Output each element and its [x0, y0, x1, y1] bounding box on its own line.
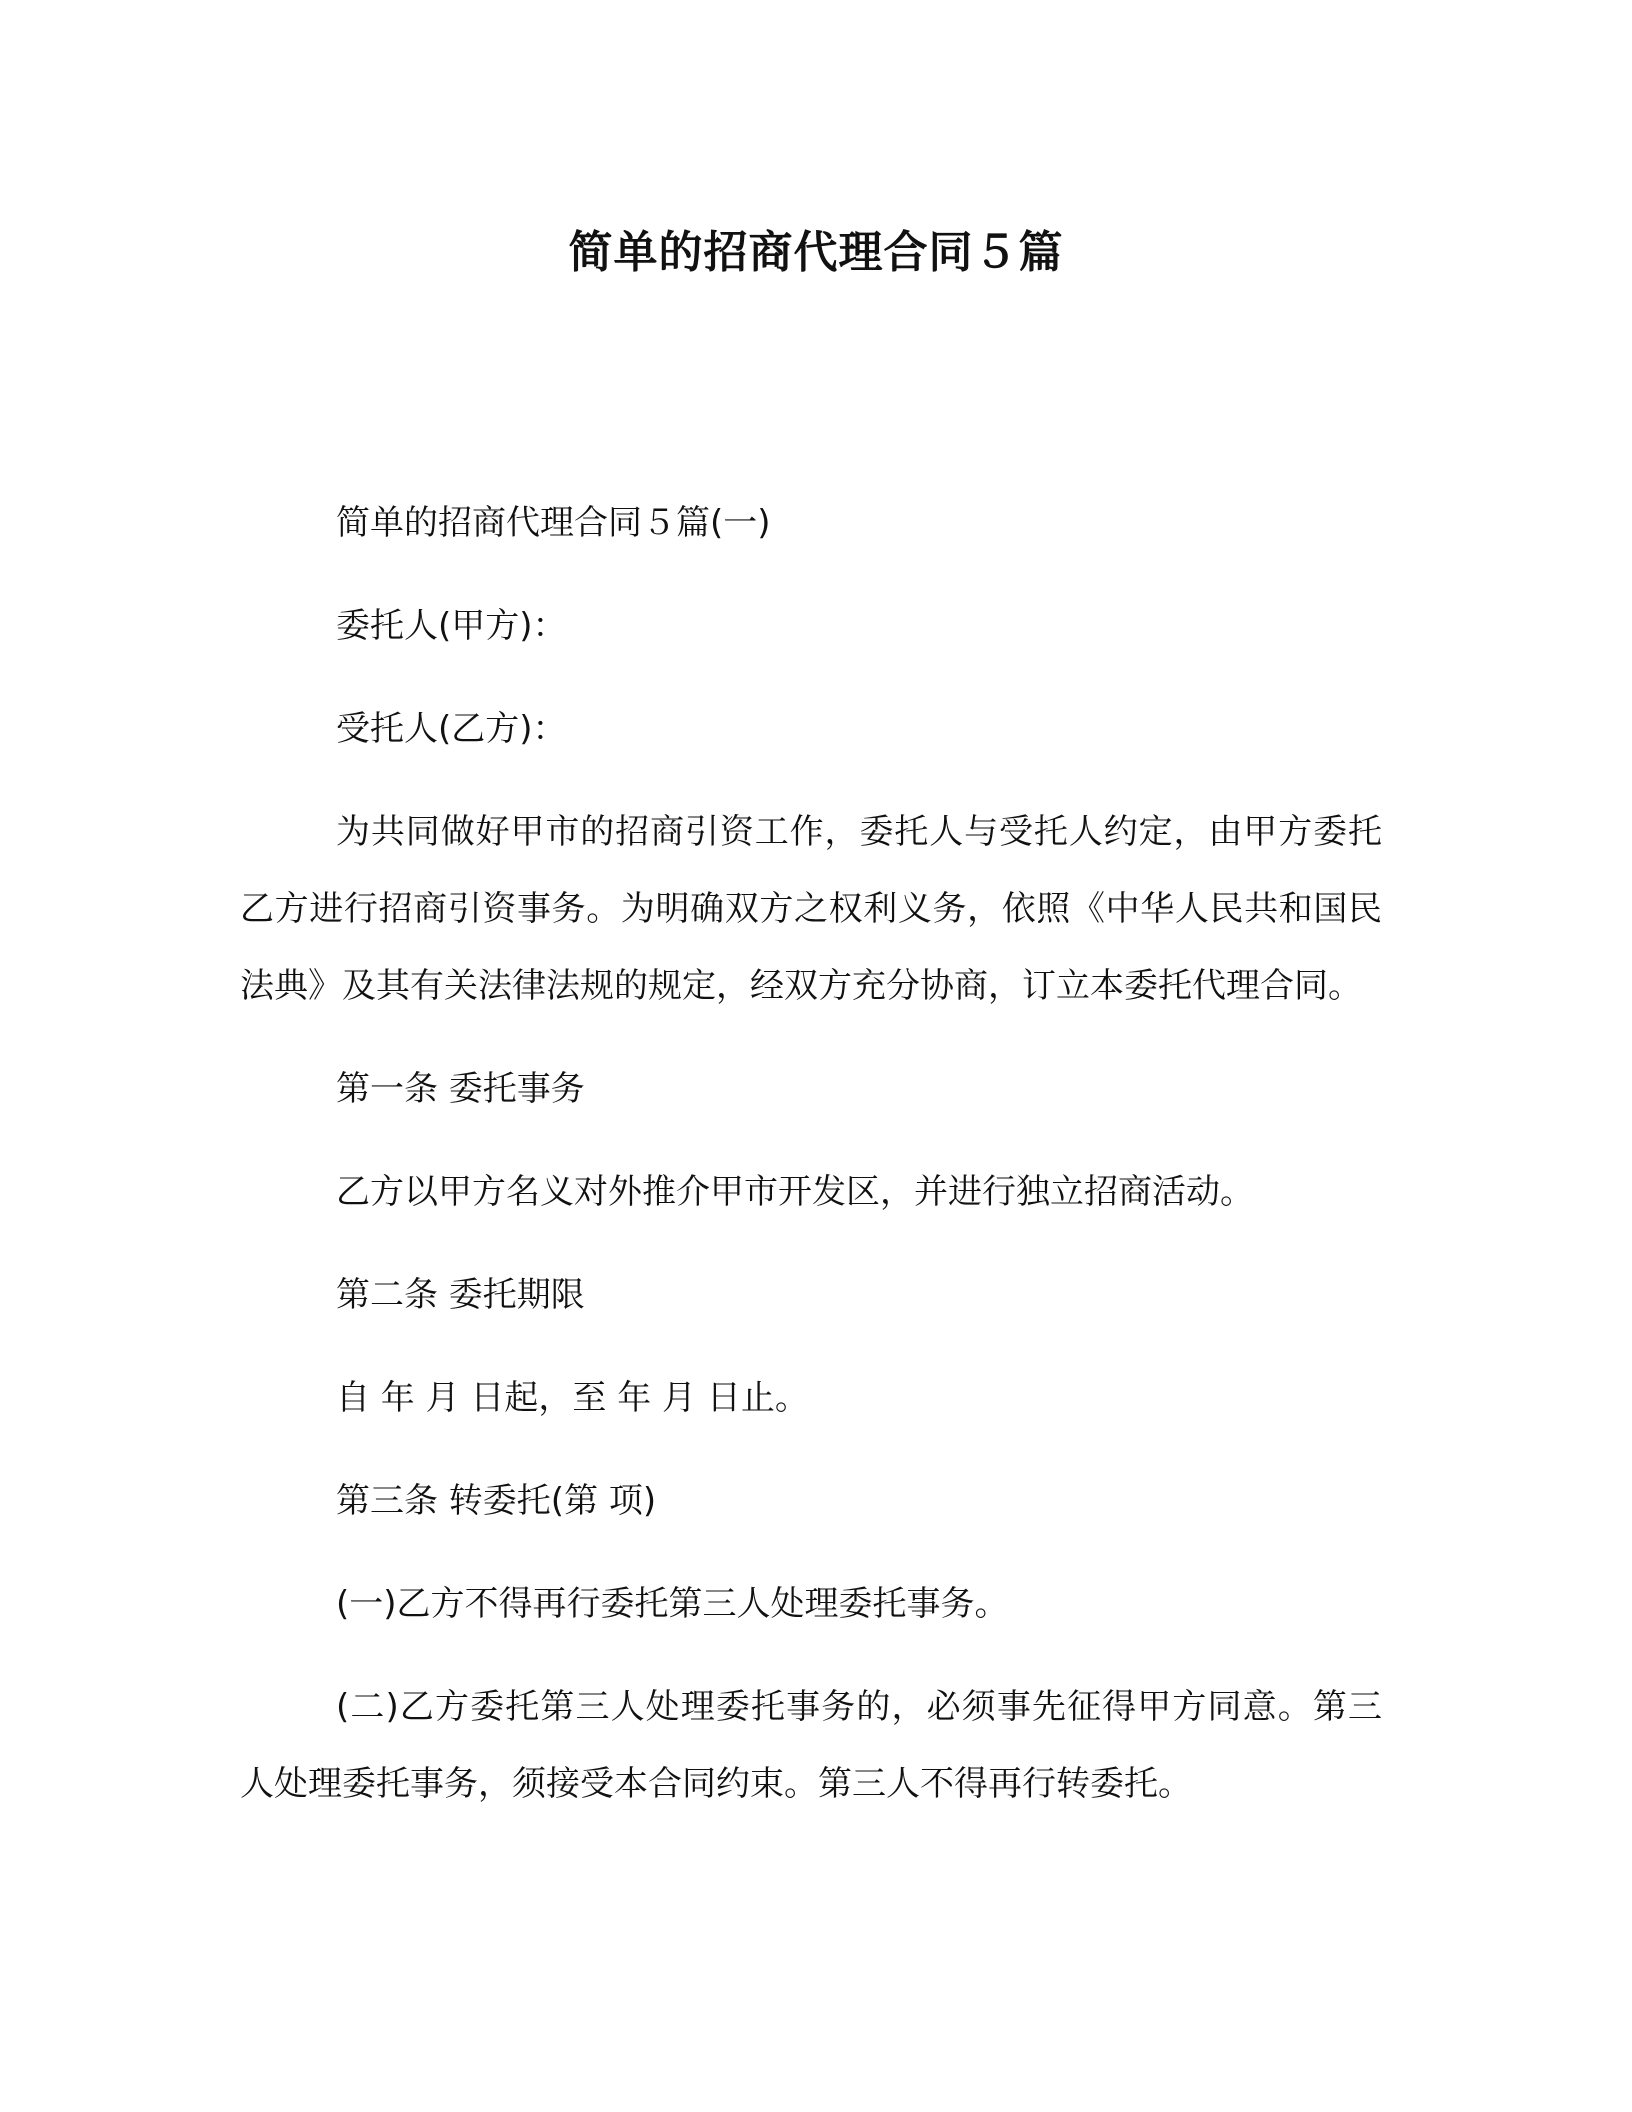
document-title: 简单的招商代理合同５篇	[568, 227, 1064, 278]
article-1-heading: 第一条 委托事务	[336, 1069, 585, 1109]
article-2-text: 自 年 月 日起，至 年 月 日止。	[336, 1378, 809, 1418]
article-2-heading: 第二条 委托期限	[336, 1275, 585, 1315]
article-3-heading: 第三条 转委托(第 项)	[336, 1481, 657, 1521]
party-a-line: 委托人(甲方)：	[336, 606, 567, 646]
party-b-line: 受托人(乙方)：	[336, 709, 567, 749]
section-heading: 简单的招商代理合同５篇(一)	[336, 503, 771, 543]
article-3-item-1: (一)乙方不得再行委托第三人处理委托事务。	[336, 1584, 1009, 1624]
article-1-text: 乙方以甲方名义对外推介甲市开发区，并进行独立招商活动。	[336, 1172, 1254, 1212]
article-3-item-2: (二)乙方委托第三人处理委托事务的，必须事先征得甲方同意。第三人处理委托事务，须接受本合同约束。第三人不得再行转委托。	[240, 1687, 1382, 1804]
document-body	[240, 485, 1382, 1849]
preamble-paragraph: 为共同做好甲市的招商引资工作，委托人与受托人约定，由甲方委托乙方进行招商引资事务。为明确双方之权利义务，依照《中华人民共和国民法典》及其有关法律法规的规定，经双方充分协商，订立本委托代理合同。	[240, 812, 1382, 1006]
